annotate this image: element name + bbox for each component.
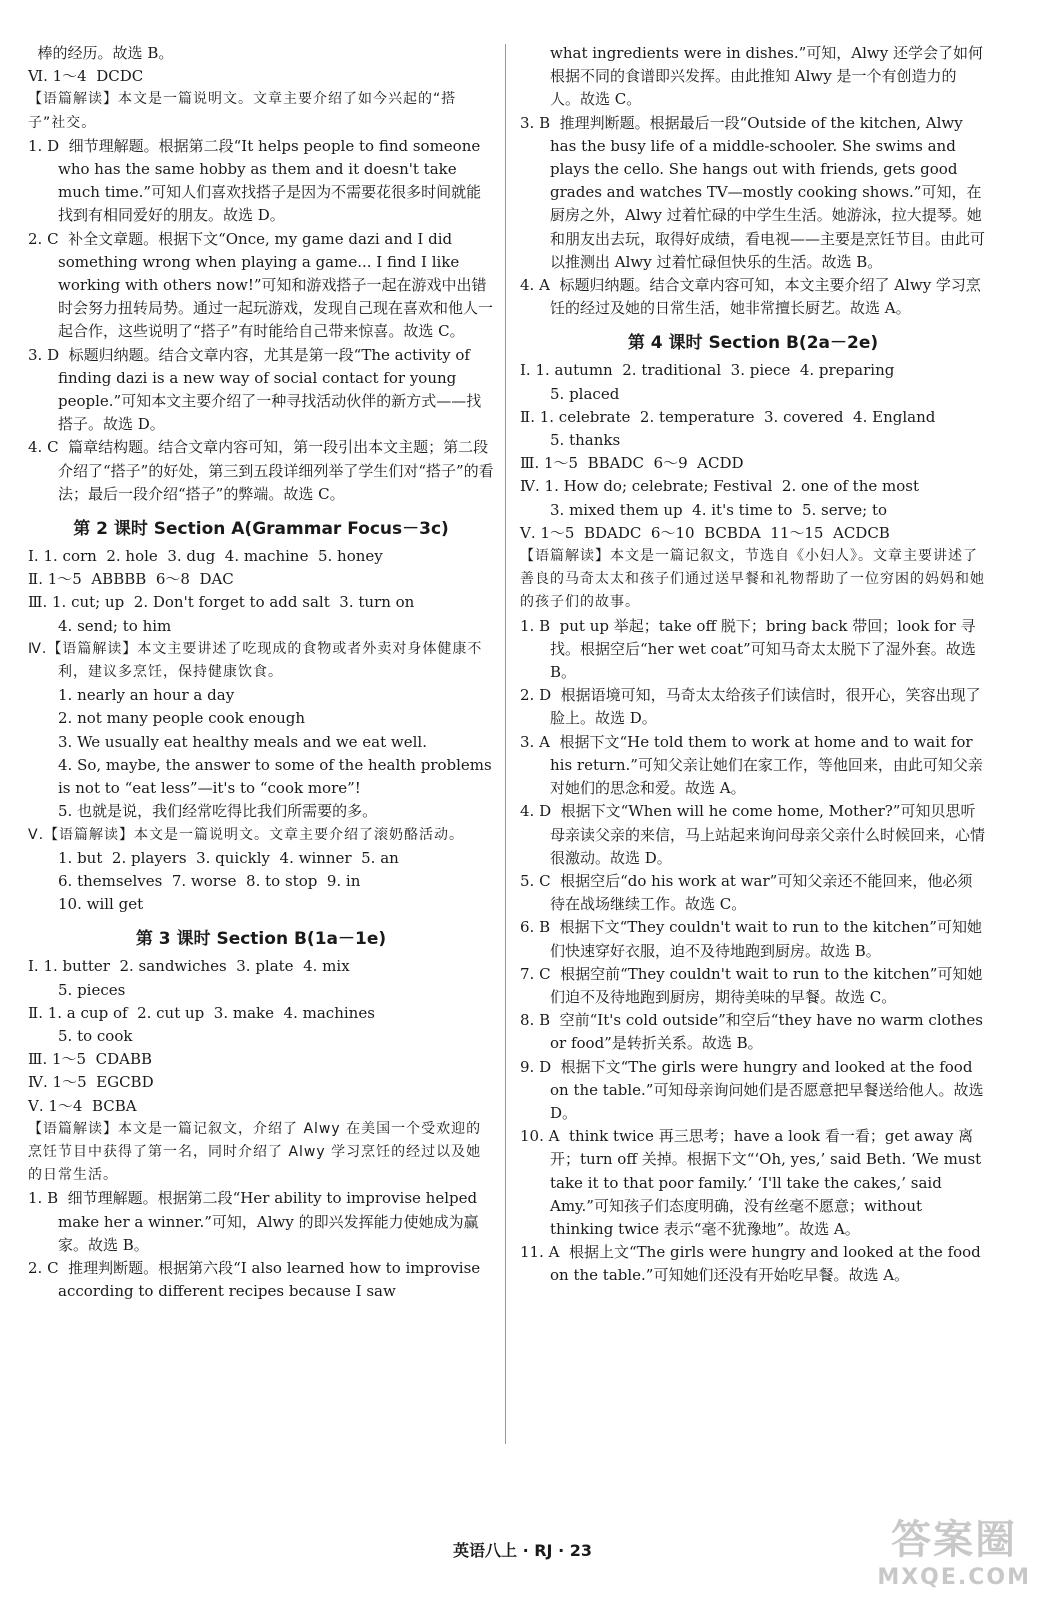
answer-line: 棒的经历。故选 B。	[28, 44, 174, 62]
answer-line: 1. B put up 举起；take off 脱下；bring back 带回；look for 寻找。根据空后“her wet coat”可知马奇太太脱下了湿外套。故选 B。	[520, 616, 981, 682]
section-heading: 第 4 课时 Section B(2a－2e)	[627, 333, 879, 354]
answer-line: what ingredients were in dishes.”可知，Alwy 还学会了如何根据不同的食谱即兴发挥。由此推知 Alwy 是一个有创造力的人。故选 C。	[550, 44, 984, 109]
answer-line: 3. mixed them up 4. it's time to 5. serve; to	[550, 500, 888, 519]
answer-line: 2. C 推理判断题。根据第六段“I also learned how to improvise according to different recipes because I saw	[28, 1258, 485, 1301]
answer-line: 5. placed	[550, 384, 620, 403]
answer-line: 1. but 2. players 3. quickly 4. winner 5. an	[58, 848, 399, 867]
answer-line: 1. B 细节理解题。根据第二段“Her ability to improvise helped make her a winner.”可知，Alwy 的即兴发挥能力使她成为赢家。故选 B。	[28, 1189, 482, 1254]
answer-line: 2. not many people cook enough	[58, 709, 306, 728]
answer-line: Ⅰ. 1. butter 2. sandwiches 3. plate 4. mix	[28, 957, 350, 976]
answer-line: 6. B 根据下文“They couldn't wait to run to the kitchen”可知她们快速穿好衣服，迫不及待地跑到厨房。故选 B。	[520, 918, 982, 960]
answer-line: 10. will get	[58, 895, 144, 914]
answer-line: Ⅲ. 1～5 BBADC 6～9 ACDD	[520, 454, 744, 473]
section-heading: 第 2 课时 Section A(Grammar Focus－3c)	[73, 519, 449, 540]
passage-note: 【语篇解读】本文是一篇说明文。文章主要介绍了如今兴起的“搭子”社交。	[28, 91, 457, 131]
left-column	[28, 42, 497, 1303]
answer-line: 3. A 根据下文“He told them to work at home and to wait for his return.”可知父亲让她们在家工作，等他回来，由此可知父亲对她们的思念和爱。故选 A。	[520, 732, 983, 798]
answer-line: 3. B 推理判断题。根据最后一段“Outside of the kitchen, Alwy has the busy life of a middle-schooler. She swims and plays the cello. She hangs out with friends, gets good grades and watches TV—mostly cooking shows.”可知，在厨房之外，Alwy 过着忙碌的中学生生活。她游泳，拉大提琴。她和朋友出去玩，取得好成绩，看电视——主要是烹饪节目。由此可以推测出 Alwy 过着忙碌但快乐的生活。故选 B。	[520, 113, 986, 271]
answer-line: 5. to cook	[58, 1026, 133, 1045]
passage-note: Ⅴ.【语篇解读】本文是一篇说明文。文章主要介绍了滚奶酪活动。	[28, 826, 465, 843]
answer-line: 5. thanks	[550, 431, 621, 450]
answer-line: 3. We usually eat healthy meals and we eat well.	[58, 732, 428, 751]
answer-line: 4. C 篇章结构题。结合文章内容可知，第一段引出本文主题；第二段介绍了“搭子”的好处，第三到五段详细列举了学生们对“搭子”的看法；最后一段介绍“搭子”的弊端。故选 C。	[28, 438, 494, 503]
answer-line: 1. D 细节理解题。根据第二段“It helps people to find someone who has the same hobby as them and it doesn't take much time.”可知人们喜欢找搭子是因为不需要花很多时间就能找到有相同爱好的朋友。故选 D。	[28, 136, 486, 225]
answer-line: 8. B 空前“It's cold outside”和空后“they have no warm clothes or food”是转折关系。故选 B。	[520, 1011, 988, 1053]
answer-line: Ⅱ. 1. a cup of 2. cut up 3. make 4. machines	[28, 1003, 375, 1022]
answer-line: Ⅰ. 1. autumn 2. traditional 3. piece 4. preparing	[520, 361, 895, 380]
column-divider	[505, 44, 506, 1444]
watermark	[877, 1508, 1031, 1590]
answer-line: Ⅴ. 1～4 BCBA	[28, 1096, 137, 1115]
answer-line: 2. D 根据语境可知，马奇太太给孩子们读信时，很开心，笑容出现了脸上。故选 D。	[520, 686, 981, 728]
passage-note: Ⅳ.【语篇解读】本文主要讲述了吃现成的食物或者外卖对身体健康不利，建议多烹饪，保持健康饮食。	[28, 640, 483, 681]
answer-line: Ⅱ. 1～5 ABBBB 6～8 DAC	[28, 570, 234, 589]
section-heading: 第 3 课时 Section B(1a－1e)	[135, 929, 387, 950]
passage-note: 【语篇解读】本文是一篇记叙文，介绍了 Alwy 在美国一个受欢迎的烹饪节目中获得了第一名，同时介绍了 Alwy 学习烹饪的经过以及她的日常生活。	[28, 1120, 482, 1184]
answer-line: Ⅱ. 1. celebrate 2. temperature 3. covered 4. England	[520, 407, 936, 426]
answer-line: 5. 也就是说，我们经常吃得比我们所需要的多。	[58, 802, 378, 821]
answer-line: Ⅳ. 1. How do; celebrate; Festival 2. one of the most	[520, 477, 919, 496]
answer-line: 4. send; to him	[58, 616, 172, 635]
answer-line: 3. D 标题归纳题。结合文章内容，尤其是第一段“The activity of finding dazi is a new way of social contact for young people.”可知本文主要介绍了一种寻找活动伙伴的新方式——找搭子。故选 D。	[28, 345, 482, 434]
answer-line: Ⅴ. 1～5 BDADC 6～10 BCBDA 11～15 ACDCB	[520, 523, 890, 542]
answer-line: Ⅲ. 1. cut; up 2. Don't forget to add salt 3. turn on	[28, 593, 415, 612]
answer-line: 9. D 根据下文“The girls were hungry and looked at the food on the table.”可知母亲询问她们是否愿意把早餐送给他人。故选 D。	[520, 1057, 989, 1122]
passage-note: 【语篇解读】本文是一篇记叙文，节选自《小妇人》。文章主要讲述了善良的马奇太太和孩子们通过送早餐和礼物帮助了一位穷困的妈妈和她的孩子们的故事。	[520, 548, 985, 611]
answer-line: 4. A 标题归纳题。结合文章内容可知，本文主要介绍了 Alwy 学习烹饪的经过及她的日常生活，她非常擅长厨艺。故选 A。	[520, 276, 981, 318]
answer-line: 1. nearly an hour a day	[58, 686, 235, 705]
answer-line: 7. C 根据空前“They couldn't wait to run to the kitchen”可知她们迫不及待地跑到厨房，期待美味的早餐。故选 C。	[520, 964, 983, 1006]
answer-line: 10. A think twice 再三思考；have a look 看一看；get away 离开；turn off 关掉。根据下文“‘Oh, yes,’ said Beth. ‘We must take it to that poor family.’ ‘I'll take the cakes,’ said Amy.”可知孩子们态度明确，没有丝毫不愿意；without thinking twice 表示“毫不犹豫地”。故选 A。	[520, 1127, 986, 1238]
answer-line: 4. So, maybe, the answer to some of the health problems is not to “eat less”—it's to “cook more”!	[58, 755, 497, 798]
answer-line: 5. pieces	[58, 980, 126, 999]
answer-line: Ⅰ. 1. corn 2. hole 3. dug 4. machine 5. honey	[28, 547, 383, 566]
answer-line: 6. themselves 7. worse 8. to stop 9. in	[58, 871, 361, 890]
page-footer: 英语八上 · RJ · 23	[453, 1541, 592, 1560]
answer-line: 11. A 根据上文“The girls were hungry and looked at the food on the table.”可知她们还没有开始吃早餐。故选 A。	[520, 1243, 986, 1285]
answer-line: 4. D 根据下文“When will he come home, Mother?”可知贝思听母亲读父亲的来信，马上站起来询问母亲父亲什么时候回来，心情很激动。故选 D。	[520, 802, 986, 867]
answer-line: 2. C 补全文章题。根据下文“Once, my game dazi and I did something wrong when playing a game... I find I like working with others now!”可知和游戏搭子一起在游戏中出错时会努力扭转局势。通过一起玩游戏，发现自己现在喜欢和他人一起合作，这些说明了“搭子”有时能给自己带来惊喜。故选 C。	[28, 229, 494, 341]
answer-line: Ⅲ. 1～5 CDABB	[28, 1050, 153, 1069]
answer-line: Ⅵ. 1～4 DCDC	[28, 67, 144, 86]
watermark-logo-icon: 答案圈	[891, 1517, 1018, 1563]
answer-line: Ⅳ. 1～5 EGCBD	[28, 1073, 154, 1092]
watermark-url: MXQE.COM	[877, 1565, 1031, 1590]
answer-line: 5. C 根据空后“do his work at war”可知父亲还不能回来，他必须待在战场继续工作。故选 C。	[520, 871, 973, 914]
right-column	[520, 42, 989, 1288]
